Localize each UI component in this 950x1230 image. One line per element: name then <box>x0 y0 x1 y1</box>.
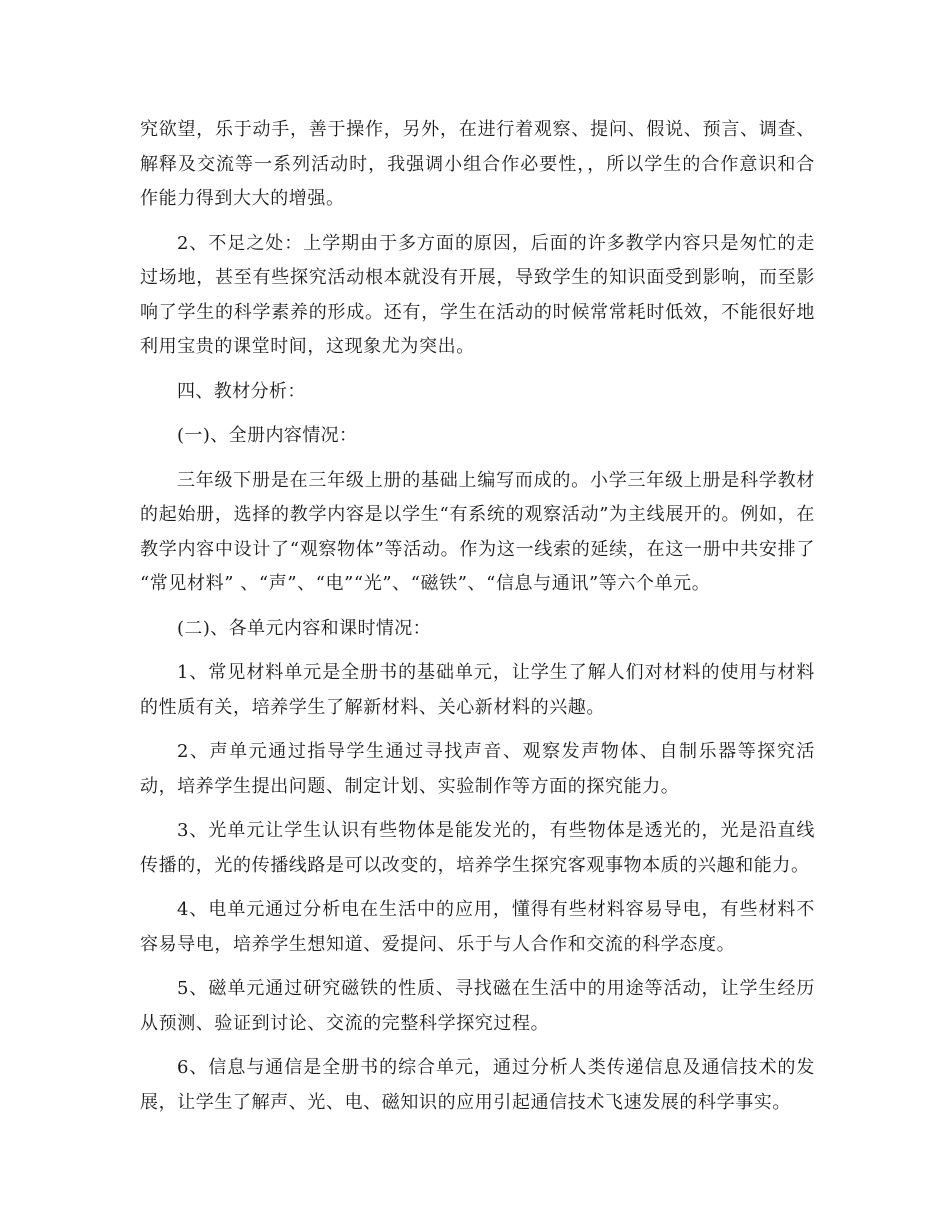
paragraph-shortcomings: 2、不足之处：上学期由于多方面的原因，后面的许多教学内容只是匆忙的走过场地，甚至有些探究活动根本就没有开展，导致学生的知识面受到影响，而至影响了学生的科学素养的形成。还有，学生在活动的时候常常耗时低效，不能很好地利用宝贵的课堂时间，这现象尤为突出。 <box>140 232 815 357</box>
paragraph-continuation: 究欲望，乐于动手，善于操作，另外，在进行着观察、提问、假说、预言、调查、解释及交流等一系列活动时，我强调小组合作必要性，，所以学生的合作意识和合作能力得到大大的增强。 <box>140 119 815 209</box>
subheading-unit-content: (二)、各单元内容和课时情况： <box>177 617 432 639</box>
paragraph-unit-materials: 1、常见材料单元是全册书的基础单元，让学生了解人们对材料的使用与材料的性质有关，培养学生了解新材料、关心新材料的兴趣。 <box>140 662 815 718</box>
paragraph-unit-sound: 2、声单元通过指导学生通过寻找声音、观察发声物体、自制乐器等探究活动，培养学生提出问题、制定计划、实验制作等方面的探究能力。 <box>140 741 815 797</box>
paragraph-unit-magnet: 5、磁单元通过研究磁铁的性质、寻找磁在生活中的用途等活动，让学生经历从预测、验证到讨论、交流的完整科学探究过程。 <box>140 978 815 1034</box>
paragraph-unit-electricity: 4、电单元通过分析电在生活中的应用，懂得有些材料容易导电，有些材料不容易导电，培养学生想知道、爱提问、乐于与人合作和交流的科学态度。 <box>140 899 815 955</box>
subheading-volume-content: (一)、全册内容情况： <box>177 425 358 446</box>
section-heading-textbook-analysis: 四、教材分析： <box>177 380 306 402</box>
paragraph-unit-communication: 6、信息与通信是全册书的综合单元，通过分析人类传递信息及通信技术的发展，让学生了解声、光、电、磁知识的应用引起通信技术飞速发展的科学事实。 <box>140 1057 815 1113</box>
paragraph-volume-overview: 三年级下册是在三年级上册的基础上编写而成的。小学三年级上册是科学教材的起始册，选择的教学内容是以学生“有系统的观察活动”为主线展开的。例如，在教学内容中设计了“观察物体”等活动。作为这一线索的延续，在这一册中共安排了 “常见材料” 、“声”、“电”“光”、“磁铁”、“信息与通讯”等六个单元。 <box>140 469 815 594</box>
paragraph-unit-light: 3、光单元让学生认识有些物体是能发光的，有些物体是透光的，光是沿直线传播的，光的传播线路是可以改变的，培养学生探究客观事物本质的兴趣和能力。 <box>140 820 815 876</box>
